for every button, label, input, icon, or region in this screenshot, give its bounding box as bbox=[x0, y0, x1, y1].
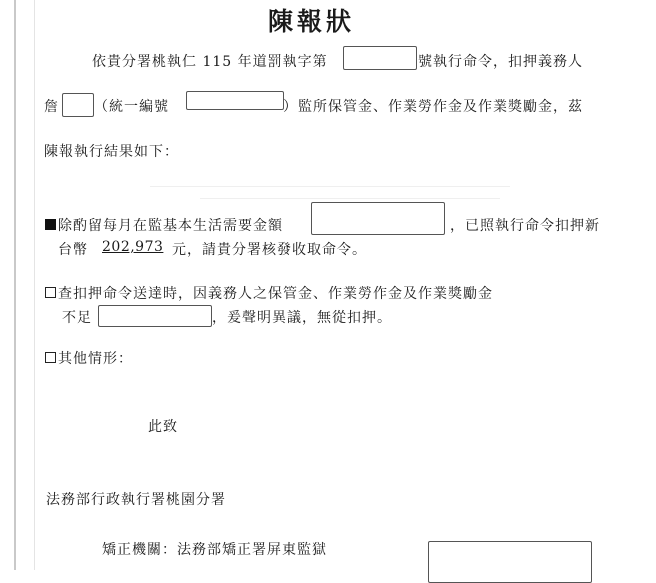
recipient-agency: 法務部行政執行署桃園分署 bbox=[46, 492, 226, 508]
option3-line1: 其他情形： bbox=[58, 351, 133, 367]
page-edge-line-inner bbox=[34, 0, 35, 570]
checkbox-empty-icon bbox=[45, 287, 56, 298]
intro-line2-suffix: ）監所保管金、作業勞作金及作業獎勵金，茲 bbox=[283, 99, 583, 115]
obligor-name-char: 詹 bbox=[44, 99, 59, 115]
closing-phrase: 此致 bbox=[148, 419, 178, 435]
intro-line1-suffix: 號執行命令，扣押義務人 bbox=[418, 54, 583, 70]
redacted-case-number bbox=[343, 46, 417, 70]
redacted-obligor-name bbox=[62, 93, 94, 117]
document-title: 陳報狀 bbox=[268, 7, 356, 36]
checkbox-empty-icon bbox=[45, 352, 56, 363]
intro-line1-prefix: 依貴分署桃執仁 115 年道罰執字第 bbox=[92, 54, 328, 70]
correctional-agency-label: 矯正機關：法務部矯正署屏東監獄 bbox=[102, 542, 327, 558]
checkbox-filled-icon bbox=[45, 219, 56, 230]
option1-line1-suffix: ，已照執行命令扣押新 bbox=[450, 218, 600, 234]
seized-amount: 202,973 bbox=[102, 239, 164, 255]
option1-line2-suffix: 元，請貴分署核發收取命令。 bbox=[172, 242, 367, 258]
redacted-seal-box bbox=[428, 541, 592, 583]
redacted-living-allowance bbox=[311, 202, 445, 235]
option1-line2-prefix: 台幣 bbox=[58, 242, 88, 258]
redacted-shortfall bbox=[98, 305, 212, 327]
option2-line1: 查扣押命令送達時，因義務人之保管金、作業勞作金及作業獎勵金 bbox=[58, 286, 493, 302]
option1-line1-prefix: 除酌留每月在監基本生活需要金額 bbox=[58, 218, 283, 234]
option2-line2-prefix: 不足 bbox=[62, 310, 92, 326]
intro-line3: 陳報執行結果如下： bbox=[44, 144, 179, 160]
redacted-id-number bbox=[186, 91, 284, 110]
scan-artifact bbox=[200, 198, 500, 199]
scan-artifact bbox=[150, 186, 510, 187]
intro-line2-mid: （統一編號 bbox=[94, 99, 169, 115]
option2-line2-suffix: ，爰聲明異議，無從扣押。 bbox=[212, 310, 392, 326]
page-edge-line bbox=[14, 0, 16, 570]
